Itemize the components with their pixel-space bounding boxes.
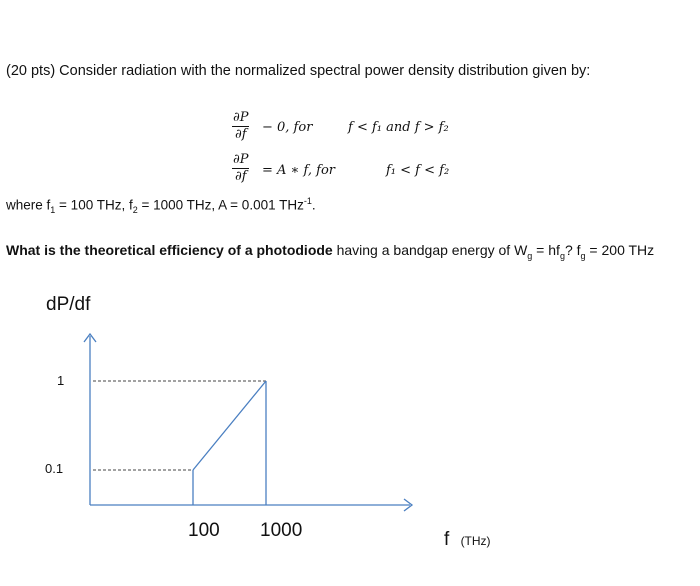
eq1-condition: f < f₁ and f > f₂: [348, 120, 449, 135]
eq1-denominator: ∂f: [234, 127, 247, 142]
y-tick-label-high: 1: [57, 373, 65, 388]
y-tick-label-low: 0.1: [45, 461, 64, 476]
where-f1-value: = 100 THz, f: [55, 197, 133, 213]
question-bold: What is the theoretical efficiency of a photodiode: [6, 242, 333, 258]
x-axis-label-main: f: [444, 529, 450, 550]
eq1-rhs: − 0, for: [262, 120, 313, 135]
x-tick-label-f2: 1000: [260, 520, 303, 541]
where-prefix: where f: [6, 197, 51, 213]
x-axis-label: [444, 529, 491, 550]
where-end: .: [311, 197, 316, 213]
question-part-b: = hf: [532, 242, 560, 258]
question-sub-g1: g: [527, 250, 533, 261]
x-axis-label-unit: (THz): [460, 534, 491, 548]
question-sub-g2: g: [559, 250, 565, 261]
question-part-d: = 200 THz: [585, 242, 655, 258]
where-f2-sub: 2: [132, 205, 138, 216]
where-exponent: -1: [303, 196, 312, 206]
question-part-c: ? f: [564, 242, 581, 258]
question-part-a: having a bandgap energy of W: [332, 242, 528, 258]
chart-ylabel: dP/df: [46, 294, 91, 315]
eq2-numerator: ∂P: [233, 152, 249, 167]
question-sub-g3: g: [580, 250, 586, 261]
eq1-numerator: ∂P: [233, 110, 249, 125]
eq2-denominator: ∂f: [234, 169, 247, 184]
x-tick-label-f1: 100: [188, 520, 220, 541]
problem-intro: (20 pts) Consider radiation with the normalized spectral power density distribution given by:: [6, 63, 591, 79]
eq2-rhs: = A ∗ f, for: [262, 163, 335, 178]
where-f2-value: = 1000 THz, A = 0.001 THz: [137, 197, 304, 213]
eq2-condition: f₁ < f < f₂: [386, 163, 450, 178]
series-line: [193, 381, 266, 470]
where-f1-sub: 1: [50, 205, 56, 216]
